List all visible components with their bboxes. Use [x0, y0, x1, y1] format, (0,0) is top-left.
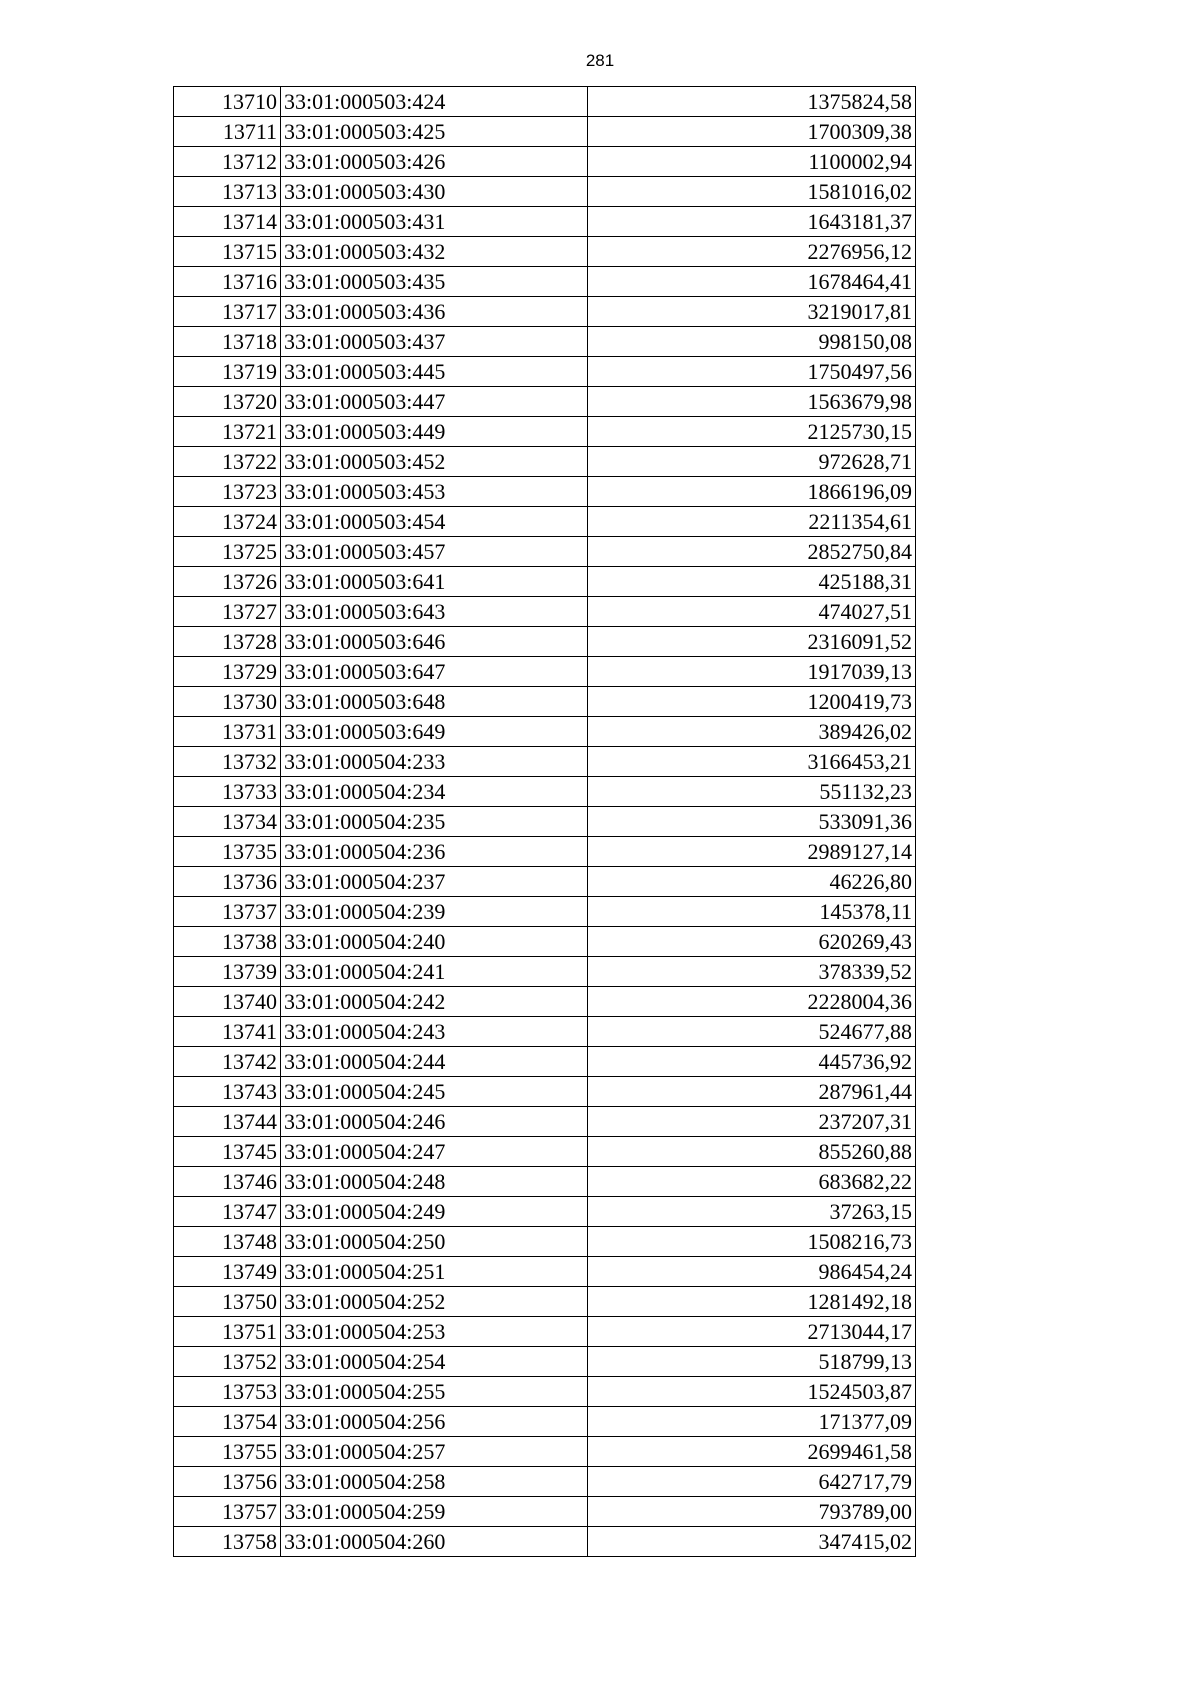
table-row — [174, 627, 916, 657]
value-cell: 3166453,21 — [588, 747, 916, 777]
cadastral-number-cell: 33:01:000504:237 — [281, 867, 588, 897]
table-row — [174, 117, 916, 147]
row-number-cell: 13740 — [174, 987, 281, 1017]
value-cell: 1866196,09 — [588, 477, 916, 507]
cadastral-number-cell: 33:01:000503:425 — [281, 117, 588, 147]
cadastral-number-cell: 33:01:000504:253 — [281, 1317, 588, 1347]
table-row — [174, 207, 916, 237]
row-number-cell: 13734 — [174, 807, 281, 837]
row-number-cell: 13749 — [174, 1257, 281, 1287]
row-number-cell: 13731 — [174, 717, 281, 747]
cadastral-number-cell: 33:01:000504:255 — [281, 1377, 588, 1407]
row-number-cell: 13716 — [174, 267, 281, 297]
cadastral-number-cell: 33:01:000503:432 — [281, 237, 588, 267]
table-row — [174, 1257, 916, 1287]
row-number-cell: 13715 — [174, 237, 281, 267]
table-body — [174, 87, 916, 1557]
table-row — [174, 987, 916, 1017]
cadastral-number-cell: 33:01:000503:452 — [281, 447, 588, 477]
row-number-cell: 13751 — [174, 1317, 281, 1347]
row-number-cell: 13752 — [174, 1347, 281, 1377]
page-number: 281 — [585, 51, 615, 70]
value-cell: 347415,02 — [588, 1527, 916, 1557]
row-number-cell: 13736 — [174, 867, 281, 897]
table-row — [174, 357, 916, 387]
value-cell: 855260,88 — [588, 1137, 916, 1167]
row-number-cell: 13739 — [174, 957, 281, 987]
row-number-cell: 13722 — [174, 447, 281, 477]
value-cell: 2211354,61 — [588, 507, 916, 537]
table-row — [174, 1017, 916, 1047]
value-cell: 2852750,84 — [588, 537, 916, 567]
cadastral-number-cell: 33:01:000504:251 — [281, 1257, 588, 1287]
row-number-cell: 13711 — [174, 117, 281, 147]
cadastral-number-cell: 33:01:000504:252 — [281, 1287, 588, 1317]
value-cell: 2125730,15 — [588, 417, 916, 447]
table-row — [174, 897, 916, 927]
cadastral-number-cell: 33:01:000504:239 — [281, 897, 588, 927]
table-row — [174, 507, 916, 537]
row-number-cell: 13719 — [174, 357, 281, 387]
table-row — [174, 927, 916, 957]
row-number-cell: 13726 — [174, 567, 281, 597]
row-number-cell: 13721 — [174, 417, 281, 447]
row-number-cell: 13745 — [174, 1137, 281, 1167]
table-row — [174, 327, 916, 357]
cadastral-number-cell: 33:01:000503:449 — [281, 417, 588, 447]
table-row — [174, 537, 916, 567]
cadastral-number-cell: 33:01:000503:445 — [281, 357, 588, 387]
cadastral-number-cell: 33:01:000503:647 — [281, 657, 588, 687]
row-number-cell: 13747 — [174, 1197, 281, 1227]
value-cell: 1375824,58 — [588, 87, 916, 117]
cadastral-number-cell: 33:01:000503:648 — [281, 687, 588, 717]
table-row — [174, 297, 916, 327]
value-cell: 1508216,73 — [588, 1227, 916, 1257]
row-number-cell: 13713 — [174, 177, 281, 207]
value-cell: 972628,71 — [588, 447, 916, 477]
row-number-cell: 13738 — [174, 927, 281, 957]
cadastral-number-cell: 33:01:000503:453 — [281, 477, 588, 507]
cadastral-number-cell: 33:01:000504:246 — [281, 1107, 588, 1137]
table-row — [174, 717, 916, 747]
cadastral-number-cell: 33:01:000503:426 — [281, 147, 588, 177]
table-row — [174, 687, 916, 717]
cadastral-number-cell: 33:01:000503:424 — [281, 87, 588, 117]
cadastral-number-cell: 33:01:000503:437 — [281, 327, 588, 357]
table-row — [174, 1347, 916, 1377]
table-row — [174, 1407, 916, 1437]
value-cell: 642717,79 — [588, 1467, 916, 1497]
row-number-cell: 13733 — [174, 777, 281, 807]
cadastral-number-cell: 33:01:000504:242 — [281, 987, 588, 1017]
value-cell: 2316091,52 — [588, 627, 916, 657]
cadastral-number-cell: 33:01:000503:447 — [281, 387, 588, 417]
value-cell: 1643181,37 — [588, 207, 916, 237]
value-cell: 551132,23 — [588, 777, 916, 807]
table-row — [174, 1467, 916, 1497]
value-cell: 287961,44 — [588, 1077, 916, 1107]
value-cell: 2713044,17 — [588, 1317, 916, 1347]
table-row — [174, 807, 916, 837]
table-row — [174, 1137, 916, 1167]
row-number-cell: 13718 — [174, 327, 281, 357]
value-cell: 237207,31 — [588, 1107, 916, 1137]
table-row — [174, 1527, 916, 1557]
row-number-cell: 13748 — [174, 1227, 281, 1257]
row-number-cell: 13750 — [174, 1287, 281, 1317]
cadastral-number-cell: 33:01:000504:250 — [281, 1227, 588, 1257]
value-cell: 1678464,41 — [588, 267, 916, 297]
table-row — [174, 1197, 916, 1227]
table-row — [174, 657, 916, 687]
row-number-cell: 13735 — [174, 837, 281, 867]
cadastral-number-cell: 33:01:000503:435 — [281, 267, 588, 297]
table-row — [174, 147, 916, 177]
row-number-cell: 13723 — [174, 477, 281, 507]
cadastral-number-cell: 33:01:000504:248 — [281, 1167, 588, 1197]
table-row — [174, 1437, 916, 1467]
value-cell: 1200419,73 — [588, 687, 916, 717]
cadastral-number-cell: 33:01:000503:641 — [281, 567, 588, 597]
value-cell: 46226,80 — [588, 867, 916, 897]
value-cell: 389426,02 — [588, 717, 916, 747]
value-cell: 1281492,18 — [588, 1287, 916, 1317]
cadastral-number-cell: 33:01:000504:259 — [281, 1497, 588, 1527]
table-row — [174, 417, 916, 447]
value-cell: 533091,36 — [588, 807, 916, 837]
value-cell: 474027,51 — [588, 597, 916, 627]
row-number-cell: 13756 — [174, 1467, 281, 1497]
cadastral-number-cell: 33:01:000503:430 — [281, 177, 588, 207]
value-cell: 518799,13 — [588, 1347, 916, 1377]
value-cell: 378339,52 — [588, 957, 916, 987]
cadastral-number-cell: 33:01:000504:241 — [281, 957, 588, 987]
table-row — [174, 477, 916, 507]
value-cell: 2228004,36 — [588, 987, 916, 1017]
cadastral-number-cell: 33:01:000503:431 — [281, 207, 588, 237]
value-cell: 1750497,56 — [588, 357, 916, 387]
cadastral-number-cell: 33:01:000504:260 — [281, 1527, 588, 1557]
value-cell: 2276956,12 — [588, 237, 916, 267]
value-cell: 145378,11 — [588, 897, 916, 927]
value-cell: 445736,92 — [588, 1047, 916, 1077]
table-row — [174, 447, 916, 477]
table-row — [174, 957, 916, 987]
value-cell: 1581016,02 — [588, 177, 916, 207]
row-number-cell: 13720 — [174, 387, 281, 417]
row-number-cell: 13755 — [174, 1437, 281, 1467]
row-number-cell: 13712 — [174, 147, 281, 177]
table-row — [174, 1497, 916, 1527]
cadastral-number-cell: 33:01:000504:243 — [281, 1017, 588, 1047]
row-number-cell: 13729 — [174, 657, 281, 687]
table-row — [174, 87, 916, 117]
cadastral-number-cell: 33:01:000504:254 — [281, 1347, 588, 1377]
value-cell: 1524503,87 — [588, 1377, 916, 1407]
table-row — [174, 597, 916, 627]
cadastral-number-cell: 33:01:000504:233 — [281, 747, 588, 777]
value-cell: 171377,09 — [588, 1407, 916, 1437]
cadastral-number-cell: 33:01:000504:249 — [281, 1197, 588, 1227]
row-number-cell: 13742 — [174, 1047, 281, 1077]
value-cell: 1100002,94 — [588, 147, 916, 177]
value-cell: 1917039,13 — [588, 657, 916, 687]
data-table — [173, 86, 916, 1557]
row-number-cell: 13743 — [174, 1077, 281, 1107]
table-row — [174, 1107, 916, 1137]
table-row — [174, 1317, 916, 1347]
row-number-cell: 13753 — [174, 1377, 281, 1407]
row-number-cell: 13737 — [174, 897, 281, 927]
value-cell: 998150,08 — [588, 327, 916, 357]
cadastral-number-cell: 33:01:000504:258 — [281, 1467, 588, 1497]
cadastral-number-cell: 33:01:000504:240 — [281, 927, 588, 957]
value-cell: 793789,00 — [588, 1497, 916, 1527]
table-row — [174, 1167, 916, 1197]
value-cell: 683682,22 — [588, 1167, 916, 1197]
value-cell: 2699461,58 — [588, 1437, 916, 1467]
cadastral-number-cell: 33:01:000503:454 — [281, 507, 588, 537]
table-row — [174, 1047, 916, 1077]
value-cell: 37263,15 — [588, 1197, 916, 1227]
cadastral-number-cell: 33:01:000504:247 — [281, 1137, 588, 1167]
row-number-cell: 13754 — [174, 1407, 281, 1437]
value-cell: 1563679,98 — [588, 387, 916, 417]
cadastral-number-cell: 33:01:000504:257 — [281, 1437, 588, 1467]
row-number-cell: 13746 — [174, 1167, 281, 1197]
cadastral-number-cell: 33:01:000504:244 — [281, 1047, 588, 1077]
table-row — [174, 837, 916, 867]
cadastral-number-cell: 33:01:000504:245 — [281, 1077, 588, 1107]
cadastral-number-cell: 33:01:000503:457 — [281, 537, 588, 567]
cadastral-number-cell: 33:01:000504:234 — [281, 777, 588, 807]
row-number-cell: 13730 — [174, 687, 281, 717]
row-number-cell: 13732 — [174, 747, 281, 777]
row-number-cell: 13758 — [174, 1527, 281, 1557]
cadastral-number-cell: 33:01:000503:646 — [281, 627, 588, 657]
cadastral-number-cell: 33:01:000503:436 — [281, 297, 588, 327]
table-row — [174, 1287, 916, 1317]
value-cell: 524677,88 — [588, 1017, 916, 1047]
value-cell: 3219017,81 — [588, 297, 916, 327]
value-cell: 2989127,14 — [588, 837, 916, 867]
cadastral-number-cell: 33:01:000504:235 — [281, 807, 588, 837]
row-number-cell: 13710 — [174, 87, 281, 117]
table-row — [174, 567, 916, 597]
value-cell: 986454,24 — [588, 1257, 916, 1287]
table-row — [174, 747, 916, 777]
value-cell: 620269,43 — [588, 927, 916, 957]
row-number-cell: 13714 — [174, 207, 281, 237]
table-row — [174, 867, 916, 897]
row-number-cell: 13727 — [174, 597, 281, 627]
row-number-cell: 13717 — [174, 297, 281, 327]
table-row — [174, 1077, 916, 1107]
row-number-cell: 13744 — [174, 1107, 281, 1137]
cadastral-number-cell: 33:01:000504:256 — [281, 1407, 588, 1437]
value-cell: 1700309,38 — [588, 117, 916, 147]
table-row — [174, 1377, 916, 1407]
table-row — [174, 777, 916, 807]
row-number-cell: 13724 — [174, 507, 281, 537]
table-row — [174, 177, 916, 207]
value-cell: 425188,31 — [588, 567, 916, 597]
cadastral-number-cell: 33:01:000503:643 — [281, 597, 588, 627]
table-row — [174, 267, 916, 297]
row-number-cell: 13741 — [174, 1017, 281, 1047]
row-number-cell: 13728 — [174, 627, 281, 657]
table-row — [174, 237, 916, 267]
table-row — [174, 387, 916, 417]
row-number-cell: 13725 — [174, 537, 281, 567]
table-row — [174, 1227, 916, 1257]
cadastral-number-cell: 33:01:000504:236 — [281, 837, 588, 867]
row-number-cell: 13757 — [174, 1497, 281, 1527]
cadastral-number-cell: 33:01:000503:649 — [281, 717, 588, 747]
